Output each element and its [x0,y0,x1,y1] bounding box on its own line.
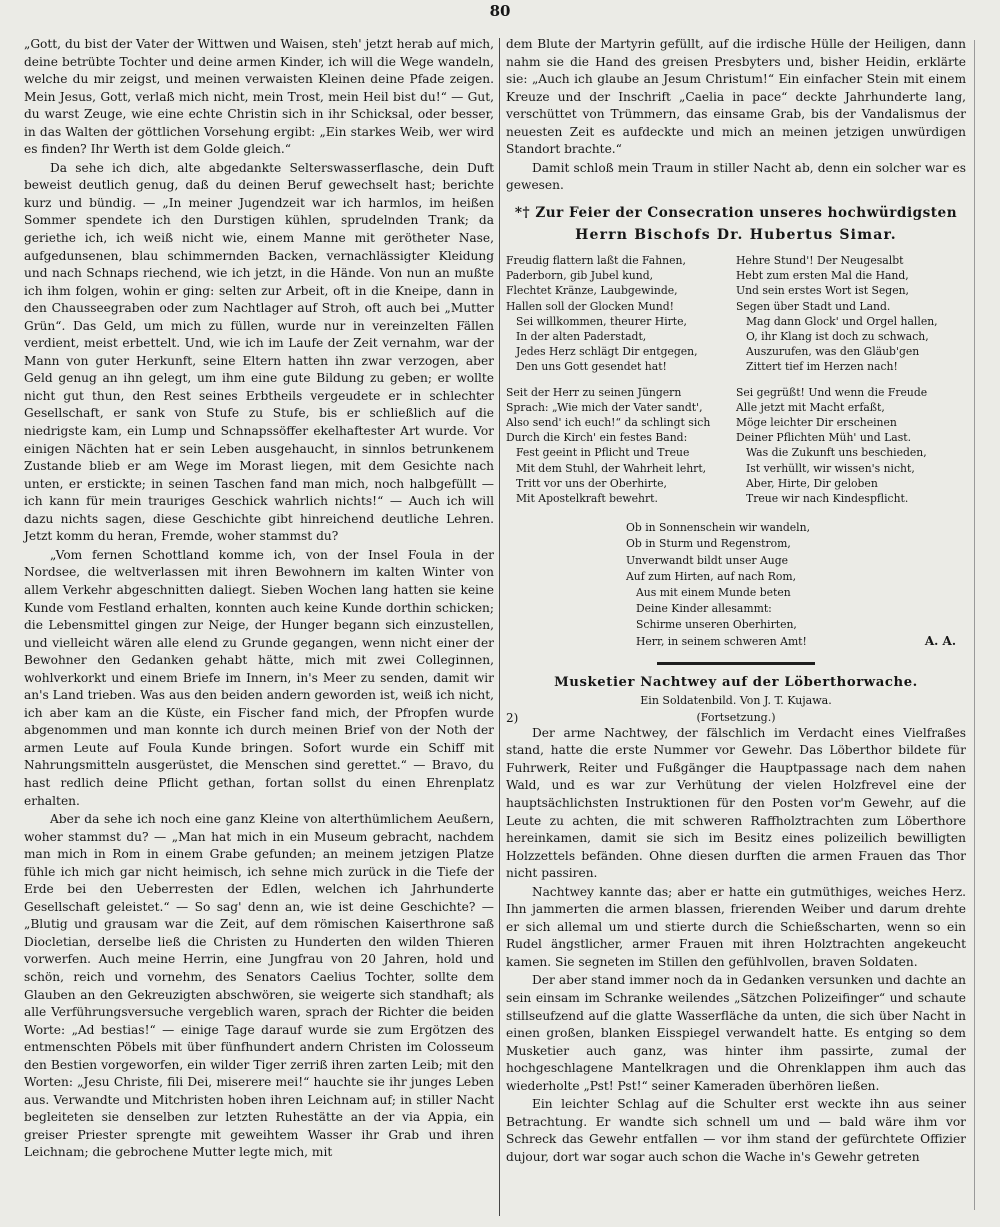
poem-line: Mit Apostelkraft bewehrt. [516,491,658,505]
poem-stanza [506,253,736,375]
poem-line: Paderborn, gib Jubel kund, [506,269,654,283]
poem-line: Sei willkommen, theurer Hirte, [516,314,687,328]
story-paragraph-1: Der arme Nachtwey, der fälschlich im Verdacht eines Vielfraßes stand, hatte die erste Nummer vor Gewehr. Das Löberthor bildete für Fuhrwerk, Reiter und Fußgänger die Hauptpassage nach dem nahen Wald, und es war zur Verhütung der vielen Holzfrevel eine der hauptsächlichsten Instruktionen für den Posten vor'm Gewehr, auf die Leute zu achten, die mit schweren Raffholztrachten zum Löberthore hereinkamen, damit sie sich im Besitz eines polizeilich bewilligten Holzzettels befänden. Ohne diesen durften die armen Frauen das Thor nicht passiren. [506,725,966,881]
section-divider [657,662,815,665]
poem-line: Segen über Stadt und Land. [736,299,891,313]
poem-line: Treue wir nach Kindespflicht. [746,491,909,505]
poem-subtitle: Herrn Bischofs Dr. Hubertus Simar. [575,226,897,243]
poem-line: Freudig flattern laßt die Fahnen, [506,253,686,267]
poem-line: Schirme unseren Oberhirten, [636,618,797,632]
poem-line: Zittert tief im Herzen nach! [746,360,898,374]
poem-line: Sei gegrüßt! Und wenn die Freude [736,385,928,399]
poem-line: Ob in Sturm und Regenstrom, [626,537,791,551]
left-paragraph-3: „Vom fernen Schottland komme ich, von der Insel Foula in der Nordsee, die weltverlassen mit ihren Bewohnern im kalten Winter von allem Verkehr abgeschnitten daliegt. Sieben Wochen lang hatten sie keine Kunde vom Festland erhalten, konnten auch keine Kunde dorthin schicken; die Lebensmittel gingen zur Neige, der Hunger begann sich einzustellen, und vielleicht wären alle elend zu Grunde gegangen, wenn nicht einer der Bewohner den Gedanken gehabt hätte, mich mit zwei Colleginnen, wohlverkorkt und einem Briefe im Innern, in's Meer zu senden, damit wir an's Land trieben. Was aus den beiden andern geworden ist, weiß ich nicht, ich aber kam an die Küste, ein Fischer fand mich, der Pfropfen wurde abgenommen und man konnte ich durch meinen Brief von der Noth der armen Leute auf Foula Kunde bringen. Sofort wurde ein Schiff mit Nahrungsmitteln ausgerüstet, die Menschen sind gerettet.“ — Bravo, du hast redlich deine Pflicht gethan, fortan sollst du einen Ehrenplatz erhalten. [24,547,494,808]
poem-title: *† Zur Feier der Consecration unseres hochwürdigsten [514,204,958,221]
right-paragraph-1: dem Blute der Martyrin gefüllt, auf die irdische Hülle der Heiligen, dann nahm sie die Hand des greisen Presbyters und, bisher Heidin, erklärte sie: „Auch ich glaube an Jesum Christum!“ Ein einfacher Stein mit einem Kreuze und der Inschrift „Caelia in pace“ deckte Jahrhunderte lang, verschüttet von Trümmern, das einsame Grab, bis der Vandalismus der neuesten Zeit es aufdeckte und mich an meinen jetzigen unwürdigen Standort brachte.“ [506,37,966,157]
poem-line: Sprach: „Wie mich der Vater sandt', [506,400,703,414]
poem-line: Flechtet Kränze, Laubgewinde, [506,284,678,298]
poem-line: Mag dann Glock' und Orgel hallen, [746,314,938,328]
poem-line: O, ihr Klang ist doch zu schwach, [746,329,929,343]
poem-line: Deine Kinder allesammt: [636,602,772,616]
left-paragraph-1: „Gott, du bist der Vater der Wittwen und Waisen, steh' jetzt herab auf mich, deine betrübte Tochter und deine armen Kinder, ich will die Wege wandeln, welche du mir zeigst, und meinen verwaisten Kleinen deine Pfade zeigen. Mein Jesus, Gott, verlaß mich nicht, mein Trost, mein Heil bist du!“ — Gut, du warst Zeuge, wie eine echte Christin sich in ihr Schicksal, oder besser, in das Walten der göttlichen Vorsehung ergibt: „Ein starkes Weib, wer wird es finden? Ihr Werth ist dem Golde gleich.“ [24,37,494,157]
poem-line: Fest geeint in Pflicht und Treue [516,446,690,460]
poem-signature: A. A. [924,633,956,648]
poem-line: Aber, Hirte, Dir geloben [746,476,878,490]
poem-line: Alle jetzt mit Macht erfaßt, [736,400,885,414]
poem-line: Jedes Herz schlägt Dir entgegen, [516,345,698,359]
poem-line: Auf zum Hirten, auf nach Rom, [626,569,797,583]
poem-final-block [506,520,966,650]
poem-line: In der alten Paderstadt, [516,329,647,343]
poem-line: Tritt vor uns der Oberhirte, [516,476,667,490]
poem-line: Hebt zum ersten Mal die Hand, [736,269,909,283]
left-paragraph-4: Aber da sehe ich noch eine ganz Kleine von alterthümlichem Aeußern, woher stammst du? — „Man hat mich in ein Museum gebracht, nachdem man mich in Rom in einem Grabe gefunden; an meinem jetzigen Platze fühle ich mich gar nicht heimisch, ich sehne mich zurück in die Tiefe der Erde bei den Ueberresten der Edlen, welchen ich Jahrhunderte Gesellschaft geleistet.“ — So sag' denn an, wie ist deine Geschichte? — „Blutig und grausam war die Zeit, auf dem römischen Kaiserthrone saß Diocletian, derselbe ließ die Christen zu Hunderten den wilden Thieren vorwerfen. Auch meine Herrin, eine Jungfrau von 20 Jahren, hold und schön, reich und vornehm, des Senators Caelius Tochter, sollte dem Glauben an den Gekreuzigten abschwören, sie weigerte sich standhaft; als alle Verführungsversuche vergeblich waren, sprach der Richter die beiden Worte: „Ad bestias!“ — einige Tage darauf wurde sie zum Ergötzen des entmenschten Pöbels mit über fünfhundert andern Christen im Colosseum den Bestien vorgeworfen, ein wilder Tiger zerriß ihren zarten Leib; mit den Worten: „Jesu Christe, fili Dei, miserere mei!“ hauchte sie ihr junges Leben aus. Verwandte und Mitchristen hoben ihren Leichnam auf; in stiller Nacht begleiteten sie denselben zur letzten Ruhestätte an der via Appia, ein greiser Priester sprengte mit geweihtem Wasser ihr Grab und ihren Leichnam; die gebrochene Mutter legte mich, mit [24,812,494,1160]
poem-column-right [736,253,966,516]
poem-line: Auszurufen, was den Gläub'gen [746,345,920,359]
poem-line: Hehre Stund'! Der Neugesalbt [736,253,904,267]
poem-line: Und sein erstes Wort ist Segen, [736,284,909,298]
column-rule [499,38,500,1216]
poem-line: Möge leichter Dir erscheinen [736,415,897,429]
poem-line: Herr, in seinem schweren Amt! [636,634,807,648]
story-paragraph-4: Ein leichter Schlag auf die Schulter erst weckte ihn aus seiner Betrachtung. Er wandte sich schnell um und — bald wäre ihm vor Schreck das Gewehr entfallen — vor ihm stand der gefürchtete Offizier dujour, dort war sogar auch schon die Wache in's Gewehr getreten [506,1097,966,1164]
story-meta [506,707,966,725]
story-number: 2) [506,710,519,725]
story-subtitle: Ein Soldatenbild. Von J. T. Kujawa. [640,693,832,707]
poem-line: Den uns Gott gesendet hat! [516,360,667,374]
poem-line: Ob in Sonnenschein wir wandeln, [626,521,811,535]
page-number: 80 [489,2,511,20]
story-title: Musketier Nachtwey auf der Löberthorwache. [554,674,918,690]
story-paragraph-3: Der aber stand immer noch da in Gedanken versunken und dachte an sein einsam im Schranke weilendes „Sätzchen Polizeifinger“ und schaute stillseufzend auf die glatte Wasserfläche da unten, die sich über Nacht in einen großen, blanken Eisspiegel verwandelt hatte. Es entging so dem Musketier auch ganz, was hinter ihm passirte, zumal der hochgeschlagene Mantelkragen und die Ohrenklappen ihm auch das wiederholte „Pst! Pst!“ seiner Kameraden überhören ließen. [506,973,966,1093]
poem-stanza [736,385,966,507]
poem-stanza [736,253,966,375]
poem-stanza [506,385,736,507]
poem-line: Also send' ich euch!“ da schlingt sich [506,415,711,429]
story-paragraph-2: Nachtwey kannte das; aber er hatte ein gutmüthiges, weiches Herz. Ihn jammerten die armen blassen, frierenden Weiber und darum drehte er sich allemal um und stierte durch die Schießscharten, wenn so ein Rudel ängstlicher, armer Frauen mit ihren Holztrachten angekeucht kamen. Sie segneten im Stillen den gefühlvollen, braven Soldaten. [506,884,966,969]
poem-line: Ist verhüllt, wir wissen's nicht, [746,461,915,475]
right-column [506,36,966,1167]
left-column [24,36,494,1163]
poem-final-stanza [626,520,966,650]
poem-line: Was die Zukunft uns beschieden, [746,446,927,460]
poem-line: Unverwandt bildt unser Auge [626,553,789,567]
poem-line: Hallen soll der Glocken Mund! [506,299,674,313]
poem-line: Seit der Herr zu seinen Jüngern [506,385,682,399]
poem-line: Mit dem Stuhl, der Wahrheit lehrt, [516,461,707,475]
right-margin-rule [974,40,975,1210]
poem-stanzas [506,253,966,516]
right-paragraph-2: Damit schloß mein Traum in stiller Nacht ab, denn ein solcher war es gewesen. [506,160,966,193]
left-paragraph-2: Da sehe ich dich, alte abgedankte Selterswasserflasche, dein Duft beweist deutlich genug, daß du deinen Beruf gewechselt hast; berichte kurz und bündig. — „In meiner Jugendzeit war ich harmlos, im heißen Sommer spendete ich den Durstigen kühlen, sprudelnden Trank; da geriethe ich, ich weiß nicht wie, einem Manne mit gerötheter Nase, aufgedunsenen, blau schimmernden Backen, vernachlässigter Kleidung und nach Schnaps riechend, wie ich jetzt, in die Hände. Von nun an mußte ich ihm folgen, wohin er ging: selten zur Arbeit, oft in die Kneipe, dann in den Chausseegraben oder zum Nachtlager auf Stroh, oft auch bei „Mutter Grün“. Das Geld, um mich zu füllen, wurde nur in vereinzelten Fällen verdient, meist erbettelt. Und, wie ich im Laufe der Zeit vernahm, war der Mann von guter Herkunft, seine Eltern hatten ihn zwar verzogen, aber Geld genug an ihn gelegt, um ihm eine gute Bildung zu geben; er wollte nicht gut thun, den Rest seines Erbtheils vergeudete er in schlechter Gesellschaft, er sank von Stufe zu Stufe, bis er schließlich auf die niedrigste kam, ein Lump und Schnapssöffer ekelhaftester Art wurde. Vor einigen Nächten hat er sein Leben ausgehaucht, in sinnlos betrunkenem Zustande blieb er am Wege im Morast liegen, mit dem Gesichte nach unten, er erstickte; in seinen Taschen fand man mich, noch halbgefüllt — ich kann für mein trauriges Geschick wahrlich nichts!“ — Auch ich will dazu nichts sagen, diese Geschichte gibt hinreichend deutliche Lehren. Jetzt komm du heran, Fremde, woher stammst du? [24,160,494,544]
poem-line: Deiner Pflichten Müh' und Last. [736,431,912,445]
poem-line: Aus mit einem Munde beten [636,585,791,599]
poem-line: Durch die Kirch' ein festes Band: [506,431,688,445]
story-continuation: (Fortsetzung.) [696,710,776,724]
poem-column-left [506,253,736,516]
